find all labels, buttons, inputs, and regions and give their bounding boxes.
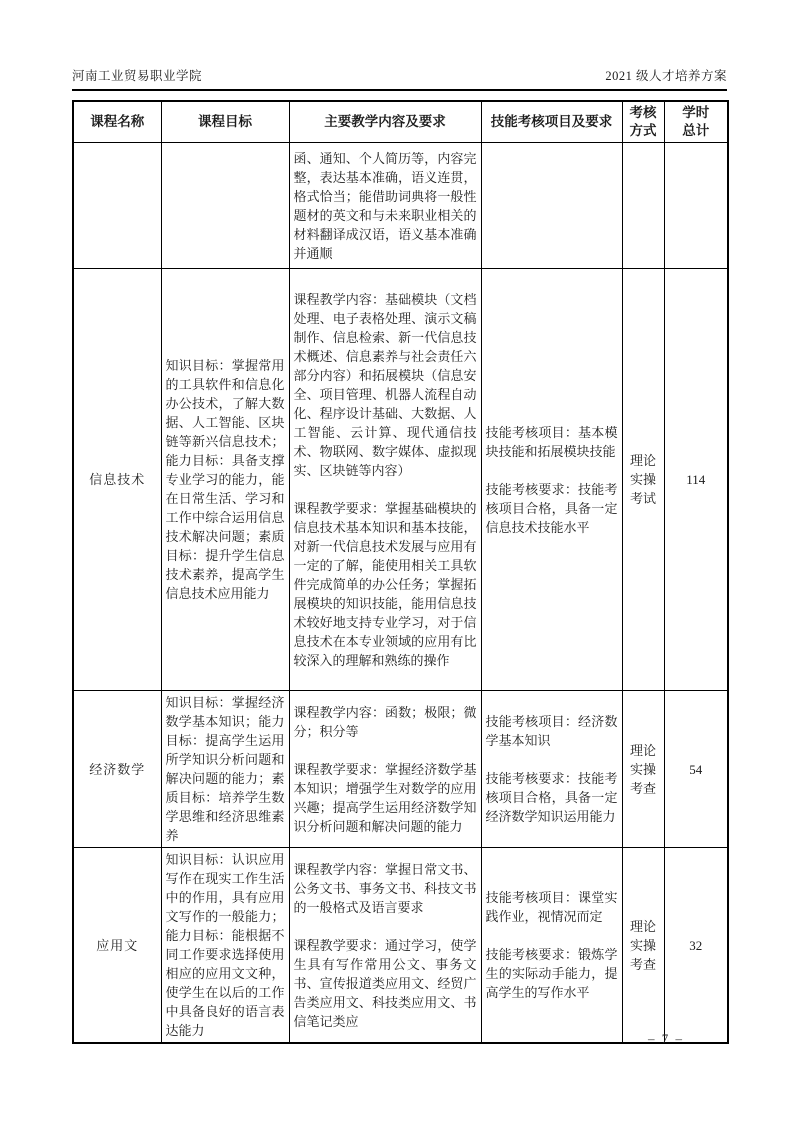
header-objectives: 课程目标 <box>161 101 289 143</box>
content-paragraph: 课程教学要求：通过学习，使学生具有写作常用公文、事务文书、宣传报道类应用文、经贸广告类应用文、科技类应用文、书信笔记类应 <box>293 937 477 1029</box>
course-objectives-cell: 知识目标：认识应用写作在现实工作生活中的作用，具有应用文写作的一般能力；能力目标：能根据不同工作要求选择使用相应的应用文文种，使学生在以后的工作中具备良好的语言表达能力 <box>161 848 289 1044</box>
course-objectives-cell <box>161 143 289 269</box>
skill-paragraph: 技能考核要求：锻炼学生的实际动手能力，提高学生的写作水平 <box>485 947 618 1000</box>
skill-paragraph: 技能考核项目：课堂实践作业，视情况而定 <box>485 890 618 924</box>
course-objectives-cell: 知识目标：掌握常用的工具软件和信息化办公技术，了解大数据、人工智能、区块链等新兴信息技术；能力目标：具备支撑专业学习的能力，能在日常生活、学习和工作中综合运用信息技术解决问题；素质目标：提升学生信息技术素养，提高学生信息技术应用能力 <box>161 269 289 691</box>
header-method: 考核方式 <box>622 101 664 143</box>
plan-title: 2021 级人才培养方案 <box>605 69 727 83</box>
header-course-name: 课程名称 <box>73 101 161 143</box>
total-hours-cell: 54 <box>664 691 728 848</box>
total-hours-cell: 114 <box>664 269 728 691</box>
header-content: 主要教学内容及要求 <box>289 101 481 143</box>
skill-paragraph: 技能考核项目：经济数学基本知识 <box>485 714 618 748</box>
skill-assessment-cell <box>481 143 622 269</box>
course-name-cell <box>73 143 161 269</box>
table-header-row <box>73 101 728 143</box>
course-name-cell: 应用文 <box>73 848 161 1044</box>
content-paragraph: 课程教学要求：掌握经济数学基本知识；增强学生对数学的应用兴趣；提高学生运用经济数学知识分析问题和解决问题的能力 <box>293 761 477 834</box>
total-hours-cell: 32 <box>664 848 728 1044</box>
header-hours: 学时总计 <box>664 101 728 143</box>
table-row-applied-writing <box>73 848 728 1044</box>
course-plan-table <box>72 100 729 1044</box>
skill-assessment-cell <box>481 848 622 1044</box>
course-objectives-cell: 知识目标：掌握经济数学基本知识；能力目标：提高学生运用所学知识分析问题和解决问题的能力；素质目标：培养学生数学思维和经济思维素养 <box>161 691 289 848</box>
page-header <box>72 66 727 84</box>
header-skills: 技能考核项目及要求 <box>481 101 622 143</box>
assessment-method-cell: 理论实操考试 <box>622 269 664 691</box>
teaching-content-cell <box>289 269 481 691</box>
skill-paragraph: 技能考核要求：技能考核项目合格，具备一定信息技术技能水平 <box>485 481 618 535</box>
content-paragraph: 课程教学要求：掌握基础模块的信息技术基本知识和基本技能，对新一代信息技术发展与应用有一定的了解，能使用相关工具软件完成简单的办公任务；掌握拓展模块的知识技能，能用信息技术较好地支持专业学习，对于信息技术在本专业领域的应用有比较深入的理解和熟练的操作 <box>293 500 477 668</box>
table-row-economic-mathematics <box>73 691 728 848</box>
skill-paragraph: 技能考核要求：技能考核项目合格，具备一定经济数学知识运用能力 <box>485 771 618 824</box>
assessment-method-cell <box>622 143 664 269</box>
teaching-content-cell <box>289 691 481 848</box>
teaching-content-cell <box>289 848 481 1044</box>
table-row-continuation <box>73 143 728 269</box>
teaching-content-cell <box>289 143 481 269</box>
assessment-method-cell: 理论实操考查 <box>622 691 664 848</box>
total-hours-cell <box>664 143 728 269</box>
content-paragraph: 课程教学内容：函数；极限；微分；积分等 <box>293 704 477 739</box>
content-paragraph: 课程教学内容：基础模块（文档处理、电子表格处理、演示文稿制作、信息检索、新一代信息技术概述、信息素养与社会责任六部分内容）和拓展模块（信息安全、项目管理、机器人流程自动化、程序设计基础、大数据、人工智能、云计算、现代通信技术、物联网、数字媒体、虚拟现实、区块链等内容） <box>293 291 477 478</box>
skill-assessment-cell <box>481 691 622 848</box>
table-row-information-technology <box>73 269 728 691</box>
page-number: – 7 – <box>648 1031 684 1046</box>
header-divider <box>72 89 727 91</box>
content-paragraph: 课程教学内容：掌握日常文书、公务文书、事务文书、科技文书的一般格式及语言要求 <box>293 861 477 915</box>
school-name: 河南工业贸易职业学院 <box>72 69 203 83</box>
assessment-method-cell: 理论实操考查 <box>622 848 664 1044</box>
skill-assessment-cell <box>481 269 622 691</box>
course-name-cell: 经济数学 <box>73 691 161 848</box>
skill-paragraph: 技能考核项目：基本模块技能和拓展模块技能 <box>485 424 618 459</box>
content-paragraph: 函、通知、个人简历等，内容完整，表达基本准确，语义连贯，格式恰当；能借助词典将一般性题材的英文和与未来职业相关的材料翻译成汉语，语义基本准确并通顺 <box>293 150 477 261</box>
course-name-cell: 信息技术 <box>73 269 161 691</box>
